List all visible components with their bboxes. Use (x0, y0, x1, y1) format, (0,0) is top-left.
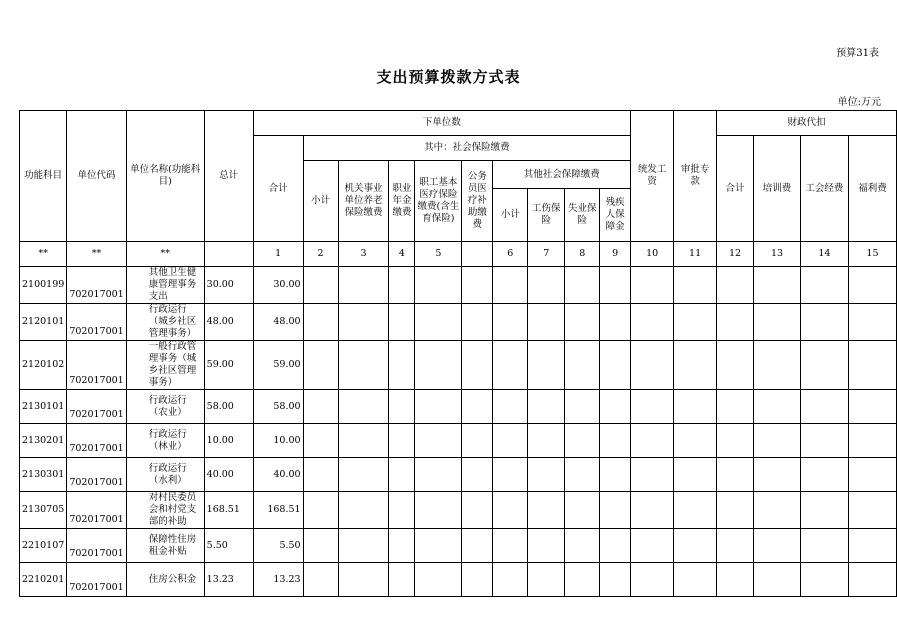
row-empty-cell (528, 424, 565, 458)
row-empty-cell (631, 458, 674, 492)
row-sum: 58.00 (253, 390, 303, 424)
index-cell: 12 (717, 242, 754, 267)
row-empty-cell (600, 390, 631, 424)
row-empty-cell (565, 424, 600, 458)
header-unemployment: 失业保险 (565, 189, 600, 242)
header-unit-name: 单位名称(功能科目) (126, 111, 204, 242)
row-total: 40.00 (204, 458, 253, 492)
index-cell: ** (67, 242, 126, 267)
row-empty-cell (389, 424, 415, 458)
header-union: 工会经费 (800, 136, 848, 242)
row-empty-cell (389, 458, 415, 492)
row-empty-cell (528, 492, 565, 529)
row-empty-cell (754, 563, 801, 597)
row-empty-cell (631, 424, 674, 458)
header-func-code: 功能科目 (20, 111, 67, 242)
row-empty-cell (303, 390, 338, 424)
header-training: 培训费 (754, 136, 801, 242)
row-empty-cell (493, 390, 528, 424)
row-empty-cell (415, 390, 462, 424)
row-empty-cell (754, 267, 801, 304)
row-empty-cell (717, 424, 754, 458)
row-empty-cell (493, 563, 528, 597)
row-empty-cell (717, 492, 754, 529)
row-empty-cell (848, 424, 896, 458)
row-empty-cell (528, 563, 565, 597)
row-empty-cell (415, 267, 462, 304)
row-sum: 59.00 (253, 341, 303, 390)
row-empty-cell (493, 341, 528, 390)
row-empty-cell (338, 424, 389, 458)
row-empty-cell (754, 529, 801, 563)
row-total: 48.00 (204, 304, 253, 341)
index-cell: 6 (493, 242, 528, 267)
row-func-code: 2210201 (20, 563, 67, 597)
row-sum: 48.00 (253, 304, 303, 341)
row-empty-cell (528, 458, 565, 492)
row-sum: 40.00 (253, 458, 303, 492)
row-empty-cell (674, 424, 717, 458)
index-cell: 5 (415, 242, 462, 267)
row-empty-cell (674, 492, 717, 529)
row-empty-cell (600, 304, 631, 341)
row-empty-cell (848, 304, 896, 341)
index-cell: 1 (253, 242, 303, 267)
row-unit-code: 702017001 (67, 529, 126, 563)
header-civil-medical: 公务员医疗补助缴费 (462, 161, 493, 242)
header-medical: 职工基本医疗保险缴费(含生育保险) (415, 161, 462, 242)
index-cell: 9 (600, 242, 631, 267)
row-empty-cell (674, 304, 717, 341)
row-empty-cell (717, 390, 754, 424)
row-empty-cell (754, 424, 801, 458)
row-unit-code: 702017001 (67, 458, 126, 492)
table-row (20, 341, 897, 390)
row-empty-cell (528, 267, 565, 304)
row-unit-name: 行政运行（城乡社区管理事务） (126, 304, 204, 341)
row-empty-cell (600, 424, 631, 458)
table-body (20, 267, 897, 597)
index-cell: 4 (389, 242, 415, 267)
row-empty-cell (631, 529, 674, 563)
row-sum: 30.00 (253, 267, 303, 304)
row-empty-cell (800, 304, 848, 341)
header-sum: 合计 (253, 136, 303, 242)
row-empty-cell (565, 529, 600, 563)
row-unit-code: 702017001 (67, 267, 126, 304)
row-total: 59.00 (204, 341, 253, 390)
header-total: 总计 (204, 111, 253, 242)
row-total: 5.50 (204, 529, 253, 563)
row-empty-cell (389, 267, 415, 304)
table-row (20, 390, 897, 424)
unit-label: 单位:万元 (837, 97, 881, 108)
row-empty-cell (565, 563, 600, 597)
row-empty-cell (389, 492, 415, 529)
row-empty-cell (848, 390, 896, 424)
row-empty-cell (303, 492, 338, 529)
row-empty-cell (674, 458, 717, 492)
row-empty-cell (800, 529, 848, 563)
row-empty-cell (848, 529, 896, 563)
header-annuity: 职业年金缴费 (389, 161, 415, 242)
row-empty-cell (462, 492, 493, 529)
row-empty-cell (389, 529, 415, 563)
row-empty-cell (415, 529, 462, 563)
table-row (20, 458, 897, 492)
row-empty-cell (674, 529, 717, 563)
header-other-social: 其他社会保障缴费 (493, 161, 631, 189)
row-total: 168.51 (204, 492, 253, 529)
row-empty-cell (493, 529, 528, 563)
header-unit-code: 单位代码 (67, 111, 126, 242)
row-empty-cell (565, 390, 600, 424)
index-cell: 11 (674, 242, 717, 267)
row-empty-cell (565, 341, 600, 390)
form-number: 预算31表 (836, 48, 879, 59)
row-unit-name: 保障性住房租金补贴 (126, 529, 204, 563)
row-empty-cell (848, 341, 896, 390)
row-empty-cell (462, 390, 493, 424)
row-empty-cell (462, 424, 493, 458)
row-empty-cell (717, 304, 754, 341)
header-injury: 工伤保险 (528, 189, 565, 242)
row-empty-cell (303, 424, 338, 458)
table-row (20, 304, 897, 341)
index-cell: 13 (754, 242, 801, 267)
row-unit-code: 702017001 (67, 424, 126, 458)
row-unit-name: 行政运行（水利） (126, 458, 204, 492)
row-empty-cell (754, 390, 801, 424)
row-empty-cell (493, 304, 528, 341)
header-subtotal: 小计 (303, 161, 338, 242)
row-empty-cell (303, 267, 338, 304)
row-sum: 10.00 (253, 424, 303, 458)
row-empty-cell (462, 304, 493, 341)
row-empty-cell (493, 458, 528, 492)
index-row (20, 242, 897, 267)
row-empty-cell (389, 563, 415, 597)
row-empty-cell (565, 458, 600, 492)
row-empty-cell (338, 492, 389, 529)
row-empty-cell (415, 341, 462, 390)
index-cell: 2 (303, 242, 338, 267)
row-empty-cell (565, 304, 600, 341)
row-empty-cell (415, 492, 462, 529)
row-unit-name: 其他卫生健康管理事务支出 (126, 267, 204, 304)
row-empty-cell (528, 529, 565, 563)
header-pension: 机关事业单位养老保险缴费 (338, 161, 389, 242)
row-empty-cell (338, 458, 389, 492)
table-row (20, 267, 897, 304)
row-empty-cell (848, 563, 896, 597)
row-empty-cell (754, 341, 801, 390)
header-welfare: 福利费 (848, 136, 896, 242)
row-empty-cell (717, 563, 754, 597)
table-header (20, 111, 897, 267)
row-empty-cell (631, 267, 674, 304)
row-empty-cell (462, 529, 493, 563)
row-empty-cell (848, 267, 896, 304)
row-empty-cell (717, 341, 754, 390)
row-empty-cell (389, 390, 415, 424)
row-func-code: 2100199 (20, 267, 67, 304)
row-unit-name: 行政运行（农业） (126, 390, 204, 424)
row-empty-cell (462, 267, 493, 304)
row-unit-code: 702017001 (67, 492, 126, 529)
header-social-security: 其中：社会保险缴费 (303, 136, 631, 161)
row-func-code: 2130705 (20, 492, 67, 529)
row-func-code: 2120101 (20, 304, 67, 341)
row-func-code: 2130101 (20, 390, 67, 424)
row-empty-cell (528, 341, 565, 390)
row-empty-cell (303, 341, 338, 390)
header-approval: 审批专款 (674, 111, 717, 242)
row-empty-cell (800, 424, 848, 458)
row-func-code: 2120102 (20, 341, 67, 390)
row-empty-cell (338, 390, 389, 424)
row-func-code: 2130201 (20, 424, 67, 458)
row-unit-name: 一般行政管理事务（城乡社区管理事务） (126, 341, 204, 390)
budget-table (19, 110, 897, 597)
header-finance-agent: 财政代扣 (717, 111, 897, 136)
index-cell: 14 (800, 242, 848, 267)
row-unit-code: 702017001 (67, 304, 126, 341)
row-empty-cell (848, 458, 896, 492)
row-empty-cell (600, 267, 631, 304)
row-unit-name: 行政运行（林业） (126, 424, 204, 458)
row-empty-cell (338, 341, 389, 390)
row-sum: 5.50 (253, 529, 303, 563)
row-empty-cell (631, 492, 674, 529)
row-unit-name: 住房公积金 (126, 563, 204, 597)
row-empty-cell (415, 424, 462, 458)
row-empty-cell (600, 458, 631, 492)
row-empty-cell (631, 341, 674, 390)
row-total: 58.00 (204, 390, 253, 424)
index-cell: ** (20, 242, 67, 267)
row-empty-cell (800, 390, 848, 424)
row-unit-code: 702017001 (67, 563, 126, 597)
table-row (20, 424, 897, 458)
row-empty-cell (415, 563, 462, 597)
index-cell: 8 (565, 242, 600, 267)
row-empty-cell (303, 304, 338, 341)
row-empty-cell (303, 458, 338, 492)
row-unit-code: 702017001 (67, 390, 126, 424)
row-func-code: 2210107 (20, 529, 67, 563)
row-empty-cell (462, 458, 493, 492)
row-empty-cell (303, 563, 338, 597)
row-empty-cell (754, 304, 801, 341)
row-empty-cell (754, 492, 801, 529)
row-empty-cell (415, 458, 462, 492)
row-func-code: 2130301 (20, 458, 67, 492)
row-empty-cell (565, 267, 600, 304)
row-empty-cell (600, 492, 631, 529)
row-sum: 168.51 (253, 492, 303, 529)
row-empty-cell (600, 529, 631, 563)
row-empty-cell (565, 492, 600, 529)
row-empty-cell (493, 267, 528, 304)
row-empty-cell (303, 529, 338, 563)
row-total: 13.23 (204, 563, 253, 597)
row-empty-cell (462, 563, 493, 597)
row-unit-code: 702017001 (67, 341, 126, 390)
row-empty-cell (493, 424, 528, 458)
row-empty-cell (674, 563, 717, 597)
row-empty-cell (754, 458, 801, 492)
index-cell: ** (126, 242, 204, 267)
row-unit-name: 对村民委员会和村党支部的补助 (126, 492, 204, 529)
header-lower-units: 下单位数 (253, 111, 631, 136)
page-title: 支出预算拨款方式表 (376, 68, 521, 86)
index-cell (462, 242, 493, 267)
row-empty-cell (800, 563, 848, 597)
row-empty-cell (528, 304, 565, 341)
row-empty-cell (389, 341, 415, 390)
row-empty-cell (338, 267, 389, 304)
row-empty-cell (717, 529, 754, 563)
row-empty-cell (848, 492, 896, 529)
row-empty-cell (600, 341, 631, 390)
row-empty-cell (631, 390, 674, 424)
index-cell: 7 (528, 242, 565, 267)
row-sum: 13.23 (253, 563, 303, 597)
row-total: 10.00 (204, 424, 253, 458)
row-empty-cell (415, 304, 462, 341)
header-fa-total: 合计 (717, 136, 754, 242)
row-empty-cell (389, 304, 415, 341)
row-empty-cell (717, 267, 754, 304)
row-empty-cell (717, 458, 754, 492)
row-empty-cell (338, 304, 389, 341)
index-cell (204, 242, 253, 267)
header-disabled: 残疾人保障金 (600, 189, 631, 242)
table-row (20, 563, 897, 597)
index-cell: 15 (848, 242, 896, 267)
row-empty-cell (631, 563, 674, 597)
row-empty-cell (528, 390, 565, 424)
row-empty-cell (674, 267, 717, 304)
table-row (20, 529, 897, 563)
row-total: 30.00 (204, 267, 253, 304)
row-empty-cell (600, 563, 631, 597)
row-empty-cell (462, 341, 493, 390)
row-empty-cell (338, 529, 389, 563)
row-empty-cell (800, 492, 848, 529)
row-empty-cell (800, 458, 848, 492)
header-unified-salary: 统发工资 (631, 111, 674, 242)
row-empty-cell (674, 341, 717, 390)
row-empty-cell (800, 341, 848, 390)
row-empty-cell (493, 492, 528, 529)
header-other-subtotal: 小计 (493, 189, 528, 242)
index-cell: 10 (631, 242, 674, 267)
row-empty-cell (800, 267, 848, 304)
index-cell: 3 (338, 242, 389, 267)
row-empty-cell (631, 304, 674, 341)
row-empty-cell (674, 390, 717, 424)
row-empty-cell (338, 563, 389, 597)
table-row (20, 492, 897, 529)
